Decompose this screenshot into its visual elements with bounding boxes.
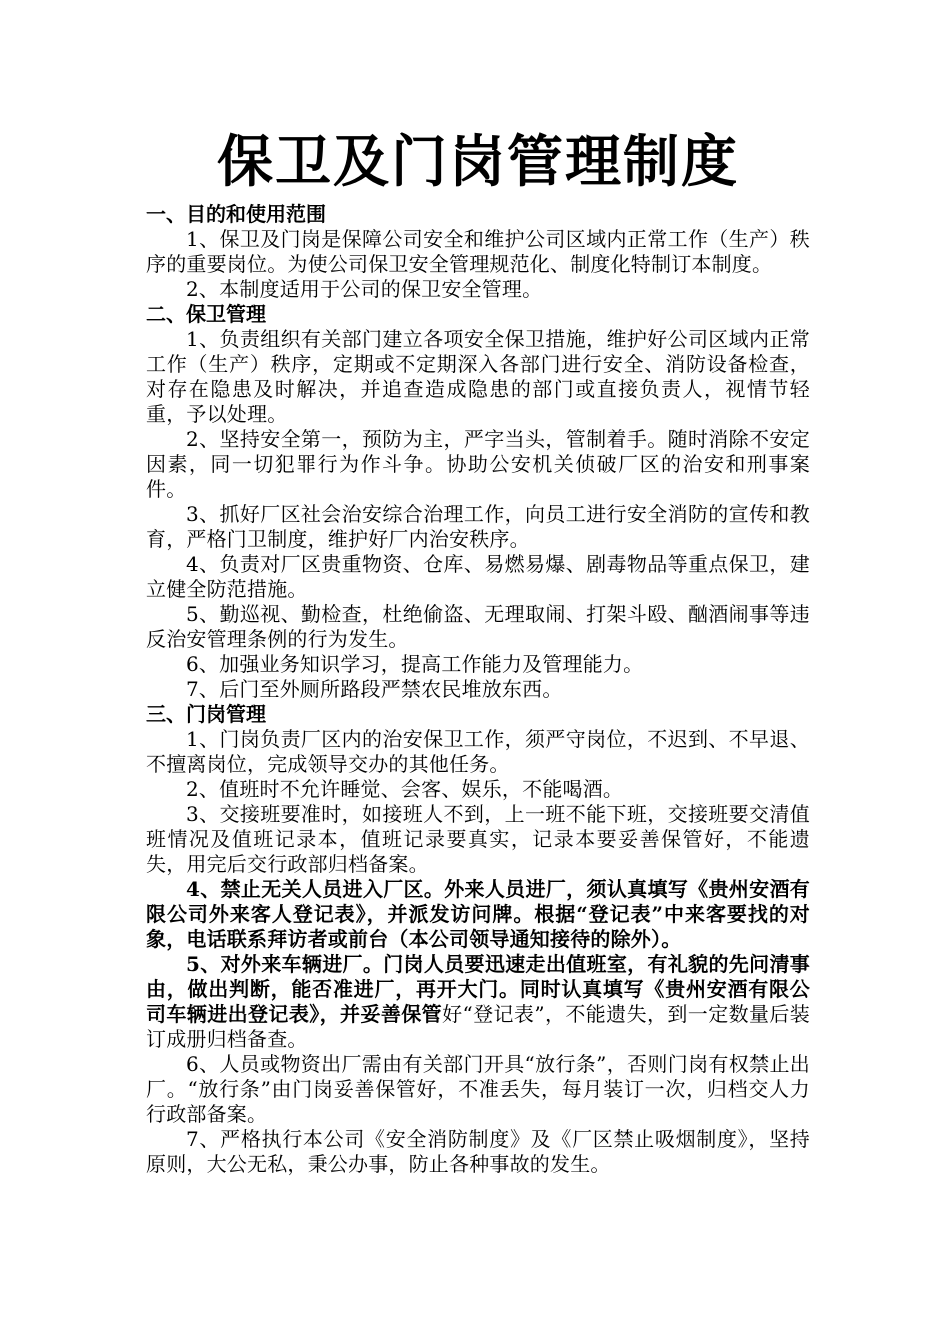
paragraph: 4、负责对厂区贵重物资、仓库、易燃易爆、剧毒物品等重点保卫，建立健全防范措施。 (146, 552, 810, 601)
paragraph: 7、严格执行本公司《安全消防制度》及《厂区禁止吸烟制度》，坚持原则，大公无私，秉公办事，防止各种事故的发生。 (146, 1127, 810, 1176)
section-security-management (146, 302, 810, 702)
section-purpose (146, 202, 810, 302)
paragraph: 7、后门至外厕所路段严禁农民堆放东西。 (186, 677, 563, 701)
paragraph-bold-part: 5、对外来车辆进厂。门岗人员要迅速走出值班室，有礼貌的先问清事由，做出判断，能否准进厂，再开大门。同时认真填写《贵州安酒有限公司车辆进出登记表》，并妥善保管 (146, 952, 810, 1026)
page-title: 保卫及门岗管理制度 (217, 130, 739, 195)
paragraph: 2、坚持安全第一，预防为主，严字当头，管制着手。随时消除不安定因素，同一切犯罪行为作斗争。协助公安机关侦破厂区的治安和刑事案件。 (146, 427, 810, 501)
section-heading: 三、门岗管理 (146, 702, 266, 726)
paragraph: 1、负责组织有关部门建立各项安全保卫措施，维护好公司区域内正常工作（生产）秩序，定期或不定期深入各部门进行安全、消防设备检查，对存在隐患及时解决，并追查造成隐患的部门或直接负责人，视情节轻重，予以处理。 (146, 327, 810, 426)
paragraph-bold: 4、禁止无关人员进入厂区。外来人员进厂，须认真填写《贵州安酒有限公司外来客人登记表》，并派发访问牌。根据“登记表”中来客要找的对象，电话联系拜访者或前台（本公司领导通知接待的除外）。 (146, 877, 810, 951)
paragraph-normal-part: 好“登记表”，不能遗失，到一定数量后装订成册归档备查。 (146, 1002, 811, 1051)
paragraph: 1、门岗负责厂区内的治安保卫工作，须严守岗位，不迟到、不早退、不擅离岗位，完成领导交办的其他任务。 (146, 727, 810, 776)
paragraph: 3、交接班要准时，如接班人不到，上一班不能下班，交接班要交清值班情况及值班记录本，值班记录要真实，记录本要妥善保管好，不能遗失，用完后交行政部归档备案。 (146, 802, 810, 876)
paragraph: 1、保卫及门岗是保障公司安全和维护公司区域内正常工作（生产）秩序的重要岗位。为使公司保卫安全管理规范化、制度化特制订本制度。 (146, 227, 810, 276)
paragraph: 2、值班时不允许睡觉、会客、娱乐，不能喝酒。 (186, 777, 624, 801)
document-page (146, 124, 810, 1177)
section-heading: 一、目的和使用范围 (146, 202, 326, 226)
paragraph: 5、勤巡视、勤检查，杜绝偷盗、无理取闹、打架斗殴、酗酒闹事等违反治安管理条例的行为发生。 (146, 602, 810, 651)
section-heading: 二、保卫管理 (146, 302, 266, 326)
section-gate-management (146, 702, 810, 1177)
paragraph-mixed (146, 952, 810, 1052)
paragraph: 6、加强业务知识学习，提高工作能力及管理能力。 (186, 652, 644, 676)
paragraph: 6、人员或物资出厂需由有关部门开具“放行条”，否则门岗有权禁止出厂。“放行条”由门岗妥善保管好，不准丢失，每月装订一次，归档交人力行政部备案。 (146, 1052, 810, 1126)
paragraph: 3、抓好厂区社会治安综合治理工作，向员工进行安全消防的宣传和教育，严格门卫制度，维护好厂内治安秩序。 (146, 502, 810, 551)
paragraph: 2、本制度适用于公司的保卫安全管理。 (186, 277, 543, 301)
